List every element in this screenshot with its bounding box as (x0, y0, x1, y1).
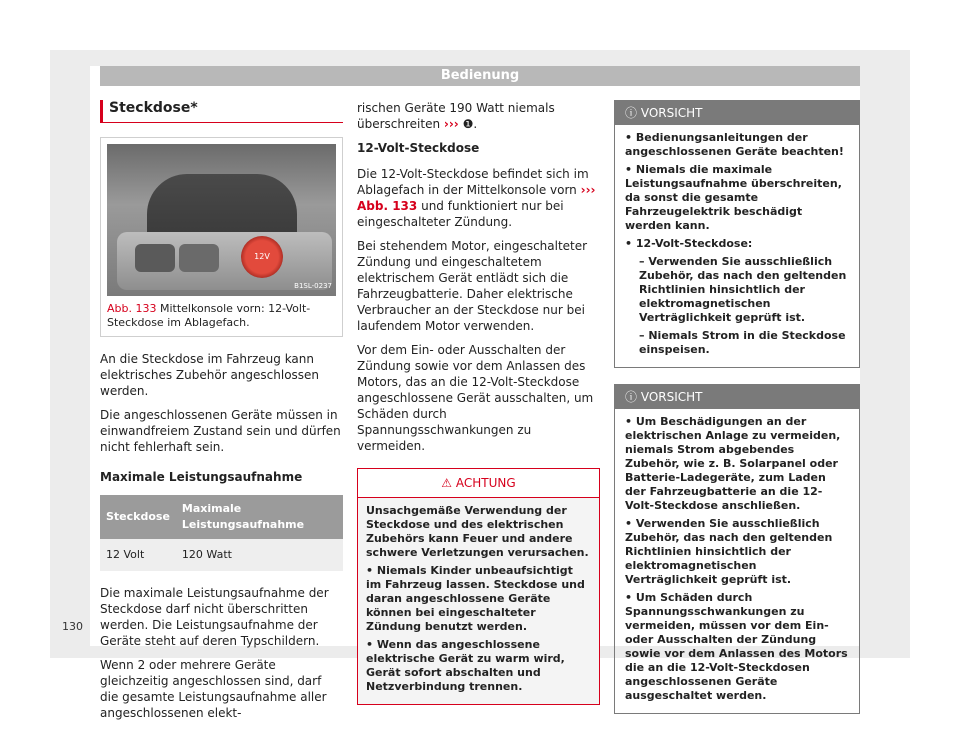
image-switch-right (179, 244, 219, 272)
caution-header (615, 101, 859, 125)
warning-item: • Niemals Kinder unbeaufsichtigt im Fahrzeug lassen. Steckdose und daran angeschlossene Geräte können bei eingeschalteter Zündung benutzt werden. (366, 564, 591, 634)
warning-intro: Unsachgemäße Verwendung der Steckdose und des elektrischen Zubehörs kann Feuer und andere schwere Verletzungen verursachen. (366, 504, 589, 559)
image-code: B1SL-0237 (294, 282, 332, 290)
section-title: Steckdose* (100, 100, 343, 123)
paragraph: Bei stehendem Motor, eingeschalteter Zündung und eingeschaltetem elektrischem Gerät entlädt sich die Fahrzeugbatterie. Daher elektrische Verbraucher an der Steckdose nur bei laufendem Motor verwenden. (357, 239, 588, 333)
cross-reference-arrows: ››› (443, 117, 459, 131)
socket-12v: 12V (241, 236, 283, 278)
warning-title: ACHTUNG (455, 476, 516, 490)
column-3 (614, 100, 860, 730)
figure-number: Abb. 133 (107, 302, 157, 315)
caution-item: • Verwenden Sie ausschließlich Zubehör, das nach den geltenden Richtlinien hinsichtlich der elektromagnetischen Verträglichkeit geprüft ist. (625, 517, 849, 587)
paragraph (357, 100, 600, 132)
subheading: Maximale Leistungsaufnahme (100, 470, 303, 484)
text: rischen Geräte 190 Watt niemals überschreiten (357, 101, 555, 131)
table-row (100, 539, 343, 571)
caution-subitem: – Verwenden Sie ausschließlich Zubehör, das nach den geltenden Richtlinien hinsichtlich der elektromagnetischen Verträglichkeit geprüft ist. (625, 255, 849, 325)
header-bar: Bedienung (100, 66, 860, 86)
console-image (107, 144, 336, 296)
paragraph: Die angeschlossenen Geräte müssen in einwandfreiem Zustand sein und dürfen nicht fehlerhaft sein. (100, 408, 341, 454)
column-2 (357, 100, 600, 705)
subheading: 12-Volt-Steckdose (357, 141, 480, 155)
text: und funktioniert nur bei eingeschalteter Zündung. (357, 199, 564, 229)
warning-ref-icon: ❶. (462, 117, 478, 131)
paragraph: Die maximale Leistungsaufnahme der Steckdose darf nicht überschritten werden. Die Leistungsaufnahme der Geräte steht auf deren Typschildern. (100, 586, 329, 648)
warning-triangle-icon: ⚠ (441, 476, 453, 490)
figure-reference-link[interactable]: ››› Abb. 133 (357, 183, 596, 213)
caution-item: • Bedienungsanleitungen der angeschlossenen Geräte beachten! (625, 131, 849, 159)
text: Die 12-Volt-Steckdose befindet sich im Ablagefach in der Mittelkonsole vorn (357, 167, 589, 197)
caution-box-1 (614, 100, 860, 368)
table-header: Maximale Leistungsaufnahme (176, 495, 343, 539)
warning-item: • Wenn das angeschlossene elektrische Gerät zu warm wird, Gerät sofort abschalten und Netzverbindung trennen. (366, 638, 591, 694)
caution-body (615, 125, 859, 367)
caution-item: • Um Beschädigungen an der elektrischen Anlage zu vermeiden, niemals Strom abgebendes Zubehör, wie z. B. Solarpanel oder Batterie-Ladegeräte, zum Laden der Fahrzeugbatterie an die 12-Volt-Steckdose anschließen. (625, 415, 849, 513)
caution-item: • Um Schäden durch Spannungsschwankungen zu vermeiden, müssen vor dem Ein- oder Ausschalten der Zündung sowie vor dem Anlassen des Motors die an die 12-Volt-Steckdosen angeschlossenen Geräte ausgeschaltet werden. (625, 591, 849, 703)
caution-item: • 12-Volt-Steckdose: (625, 237, 849, 251)
table-header-row (100, 495, 343, 539)
table-header: Steckdose (100, 495, 176, 539)
caution-subitem: – Niemals Strom in die Steckdose einspeisen. (625, 329, 849, 357)
info-icon: ⓘ (625, 390, 638, 404)
page-number: 130 (62, 620, 83, 633)
caution-title: VORSICHT (640, 390, 703, 404)
figure-caption (107, 302, 336, 330)
paragraph: Vor dem Ein- oder Ausschalten der Zündung sowie vor dem Anlassen des Motors, das an die 12-Volt-Steckdose angeschlossene Gerät ausschalten, um Schäden durch Spannungsschwankungen zu vermeiden. (357, 343, 594, 453)
caution-header (615, 385, 859, 409)
paragraph (357, 166, 600, 230)
table-cell: 12 Volt (100, 539, 176, 571)
paragraph: An die Steckdose im Fahrzeug kann elektrisches Zubehör angeschlossen werden. (100, 352, 320, 398)
info-icon: ⓘ (625, 106, 638, 120)
warning-box (357, 468, 600, 705)
figure (100, 137, 343, 337)
caution-title: VORSICHT (640, 106, 703, 120)
warning-body (358, 498, 599, 704)
power-table (100, 495, 343, 571)
warning-header (358, 469, 599, 498)
caution-body (615, 409, 859, 713)
image-switch-left (135, 244, 175, 272)
paragraph: Wenn 2 oder mehrere Geräte gleichzeitig angeschlossen sind, darf die gesamte Leistungsaufnahme aller angeschlossenen elekt- (100, 658, 327, 720)
column-1 (100, 100, 343, 729)
figure-caption-text: Mittelkonsole vorn: 12-Volt-Steckdose im Ablagefach. (107, 302, 311, 329)
table-cell: 120 Watt (176, 539, 343, 571)
caution-item: • Niemals die maximale Leistungsaufnahme überschreiten, da sonst die gesamte Fahrzeugelektrik beschädigt werden kann. (625, 163, 849, 233)
caution-box-2 (614, 384, 860, 714)
